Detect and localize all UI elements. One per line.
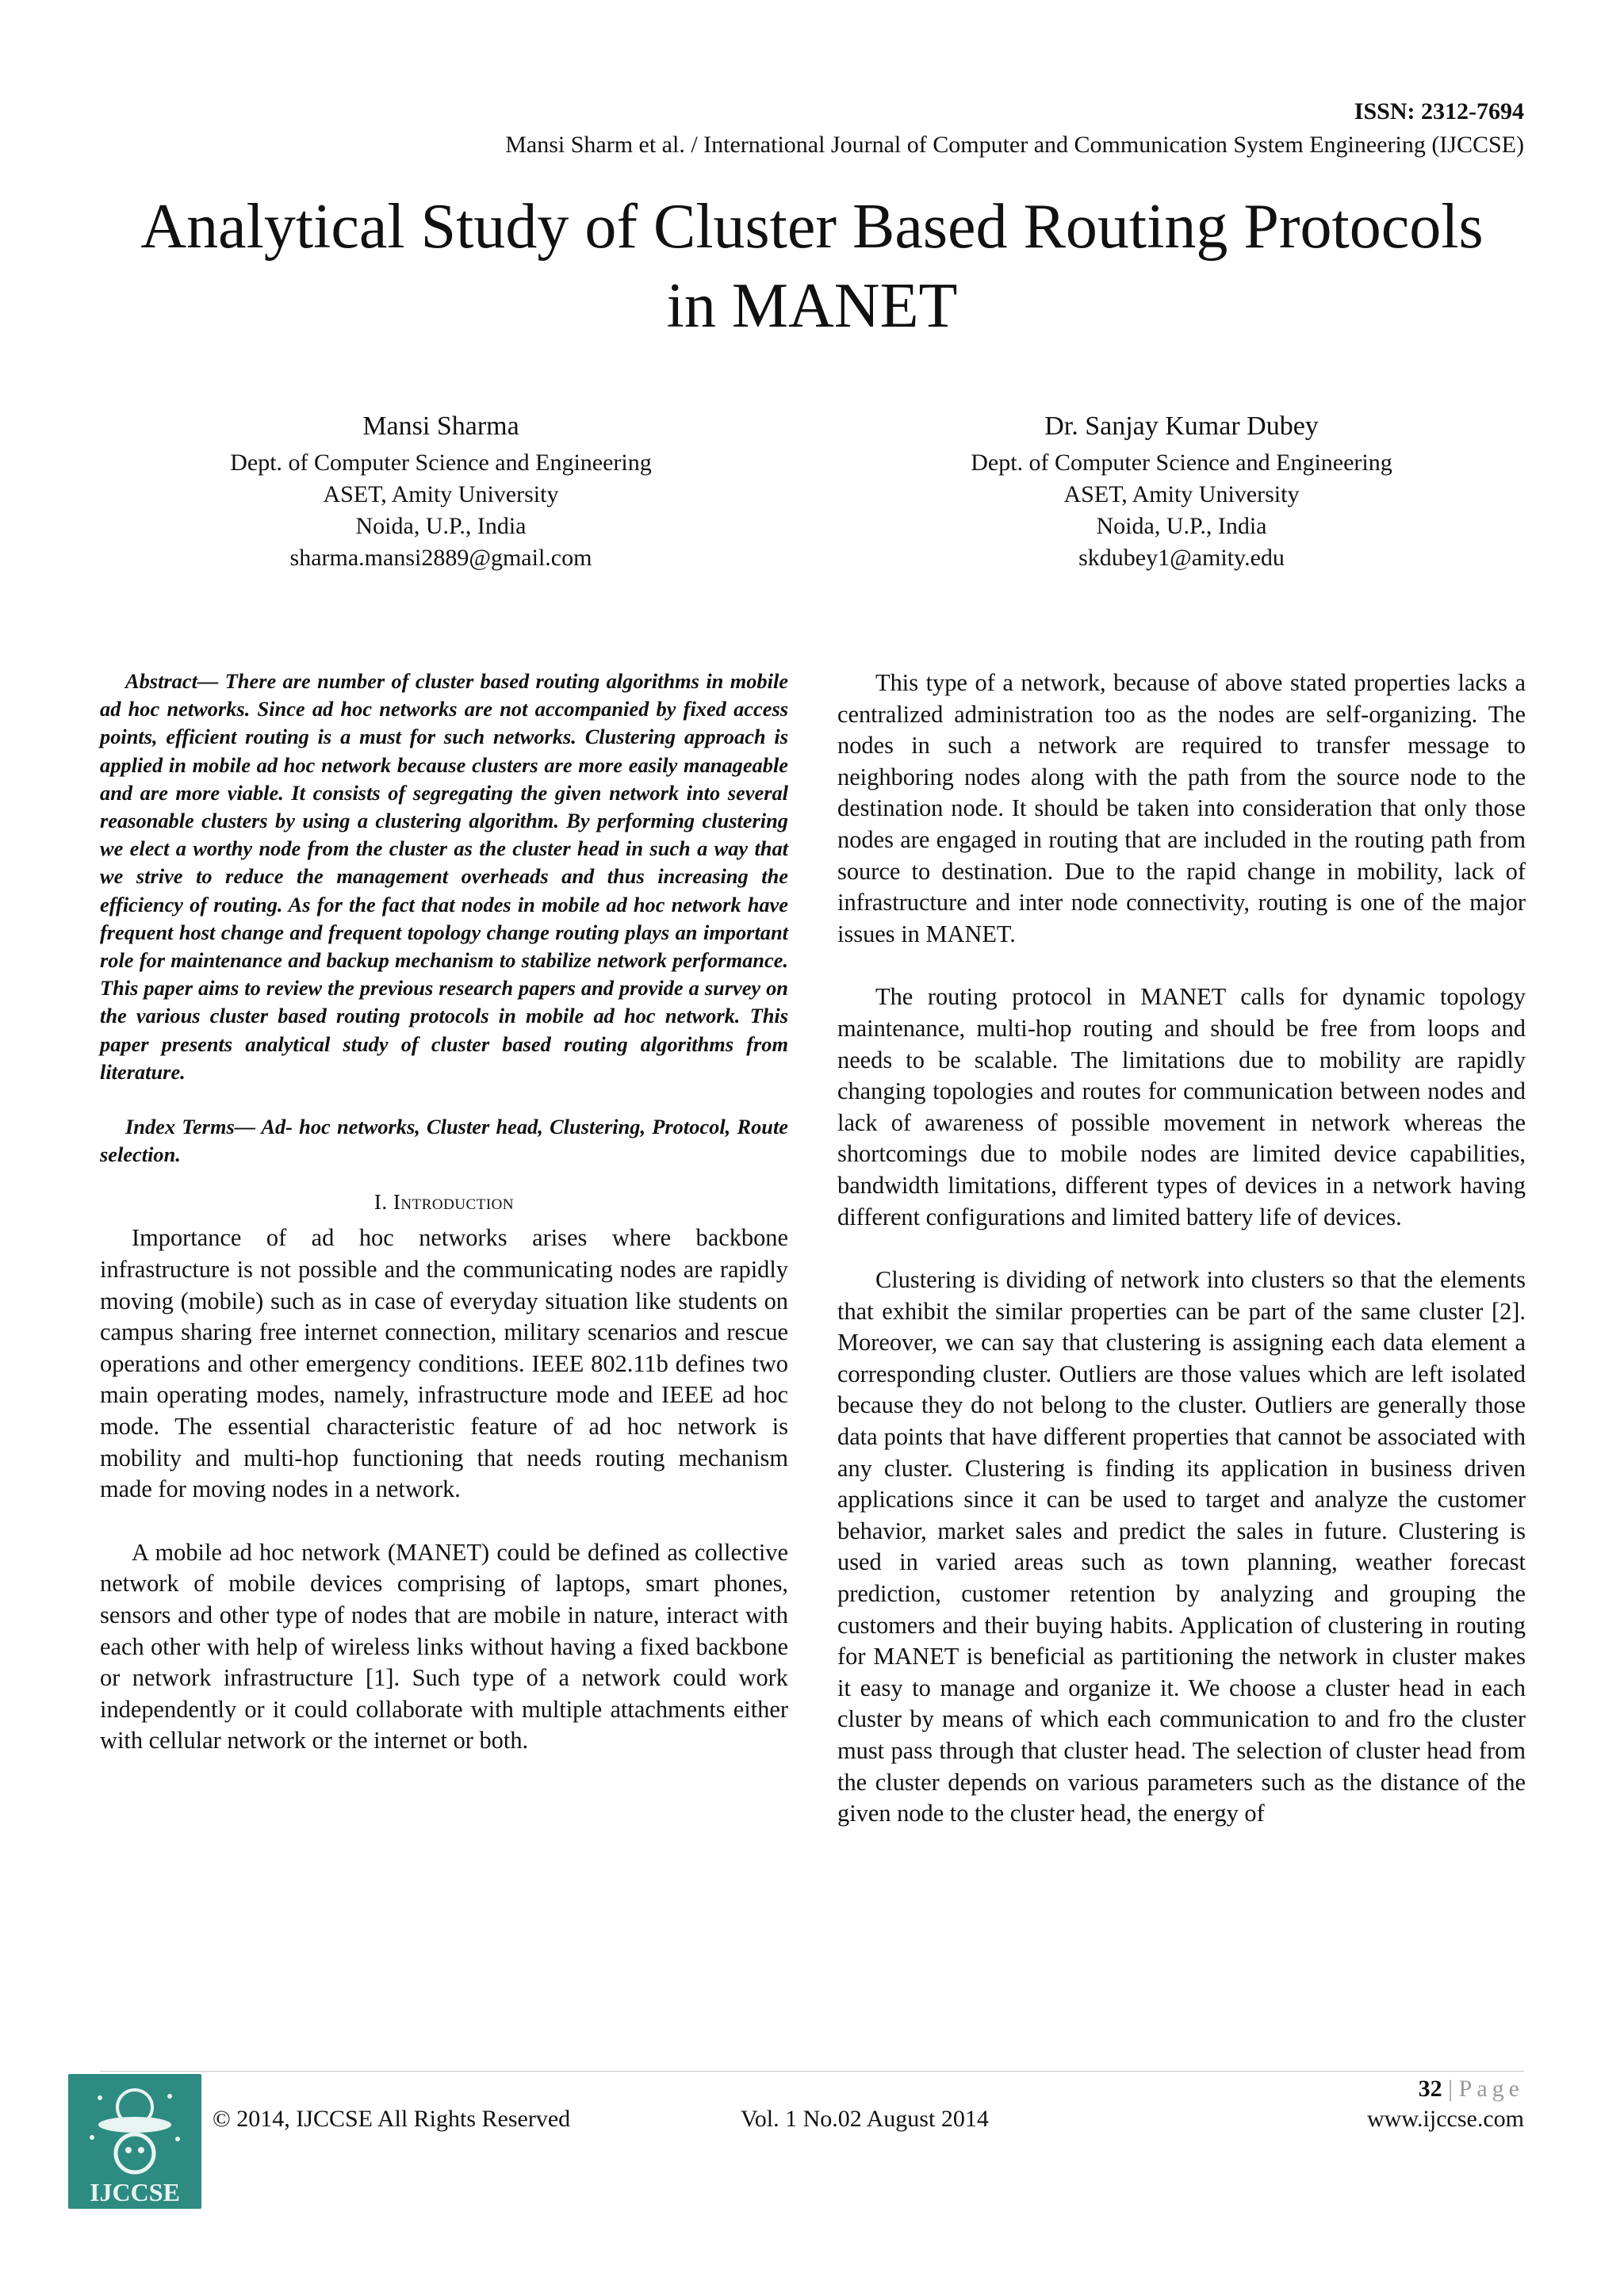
index-terms: Index Terms— Ad- hoc networks, Cluster head, Clustering, Protocol, Route selection. [100,1115,788,1167]
body-paragraph: The routing protocol in MANET calls for dynamic topology maintenance, multi-hop routing and should be free from loops and needs to be scalable. The limitations due to mobility are rapidly changing topologies and routes for communication between nodes and lack of awareness of possible movement in network whereas the shortcomings due to mobile nodes are limited device capabilities, bandwidth limitations, different types of devices in a network having different configurations and limited battery life of devices. [837,983,1526,1230]
body-paragraph: A mobile ad hoc network (MANET) could be defined as collective network of mobile devices comprising of laptops, smart phones, sensors and other type of nodes that are mobile in nature, interact with each other with help of wireless links without having a fixed backbone or network infrastructure [1]. Such type of a network could work independently or it could collaborate with multiple attachments either with cellular network or the internet or both. [100,1538,788,1755]
page-word: Page [1458,2076,1524,2102]
footer-copyright: © 2014, IJCCSE All Rights Reserved [213,2106,571,2132]
page-separator: | [1448,2076,1454,2102]
author-location: Noida, U.P., India [1096,513,1267,539]
section-heading-introduction: I. Introduction [373,1190,515,1215]
author-location: Noida, U.P., India [355,513,527,539]
abstract: Abstract— There are number of cluster based routing algorithms in mobile ad hoc networks. Since ad hoc networks are not accompanied by fixed access points, efficient routing is a must for such networks. Clustering approach is applied in mobile ad hoc network because clusters are more easily manageable and are more viable. It consists of segregating the given network into several reasonable clusters by using a clustering algorithm. By performing clustering we elect a worthy node from the cluster as the cluster head in such a way that we strive to reduce the management overheads and thus increasing the efficiency of routing. As for the fact that nodes in mobile ad hoc network have frequent host change and frequent topology change routing plays an important role for maintenance and backup mechanism to stabilize network performance. This paper aims to review the previous research papers and provide a survey on the various cluster based routing protocols in mobile ad hoc network. This paper presents analytical study of cluster based routing algorithms from literature. [100,669,788,1084]
left-column [100,668,788,1789]
author-block-1 [140,406,742,574]
footer-divider [100,2071,1524,2072]
running-head: Mansi Sharm et al. / International Journal of Computer and Communication System Engineering (IJCCSE) [505,132,1524,158]
author-name: Mansi Sharma [362,411,519,441]
right-column [837,668,1526,1862]
author-institution: ASET, Amity University [323,481,559,507]
author-block-2 [880,406,1483,574]
author-email: sharma.mansi2889@gmail.com [289,545,592,571]
logo-text: IJCCSE [90,2178,180,2206]
footer-page-indicator [1419,2076,1524,2103]
footer-volume: Vol. 1 No.02 August 2014 [741,2106,989,2132]
body-paragraph: Clustering is dividing of network into clusters so that the elements that exhibit the similar properties can be part of the same cluster [2]. Moreover, we can say that clustering is assigning each data element a corresponding cluster. Outliers are those values which are left isolated because they do not belong to the cluster. Outliers are generally those data points that have different properties that cannot be associated with any cluster. Clustering is finding its application in business driven applications since it can be used to target and analyze the customer behavior, market sales and predict the sales in future. Clustering is used in varied areas such as town planning, weather forecast prediction, customer retention by analyzing and grouping the customers and their buying habits. Application of clustering in routing for MANET is beneficial as partitioning the network in cluster makes it easy to manage and organize it. We choose a cluster head in each cluster by means of which each communication to and fro the cluster must pass through that cluster head. The selection of cluster head from the cluster depends on various parameters such as the distance of the given node to the cluster head, the energy of [837,1266,1526,1827]
issn: ISSN: 2312-7694 [1354,98,1524,124]
author-dept: Dept. of Computer Science and Engineering [230,450,652,476]
journal-logo [68,2074,201,2209]
logo-emblem-icon [68,2074,201,2209]
author-dept: Dept. of Computer Science and Engineering [971,450,1392,476]
page-number: 32 [1418,2076,1442,2102]
author-email: skdubey1@amity.edu [1078,545,1285,571]
title-line-2: in MANET [666,271,958,341]
author-institution: ASET, Amity University [1063,481,1300,507]
footer-url: www.ijccse.com [1367,2106,1524,2132]
title-line-1: Analytical Study of Cluster Based Routing Protocols [140,192,1484,262]
body-paragraph: This type of a network, because of above stated properties lacks a centralized administration too as the nodes are self-organizing. The nodes in such a network are required to transfer message to neighboring nodes along with the path from the source node to the destination node. It should be taken into consideration that only those nodes are engaged in routing that are included in the routing path from source to destination. Due to the rapid change in mobility, lack of infrastructure and inter node connectivity, routing is one of the major issues in MANET. [837,669,1526,947]
body-paragraph: Importance of ad hoc networks arises where backbone infrastructure is not possible and the communicating nodes are rapidly moving (mobile) such as in case of everyday situation like students on campus sharing free internet connection, military scenarios and rescue operations and other emergency conditions. IEEE 802.11b defines two main operating modes, namely, infrastructure mode and IEEE ad hoc mode. The essential characteristic feature of ad hoc network is mobility and multi-hop functioning that needs routing mechanism made for moving nodes in a network. [100,1224,788,1503]
author-name: Dr. Sanjay Kumar Dubey [1044,411,1319,441]
paper-title [79,187,1545,346]
